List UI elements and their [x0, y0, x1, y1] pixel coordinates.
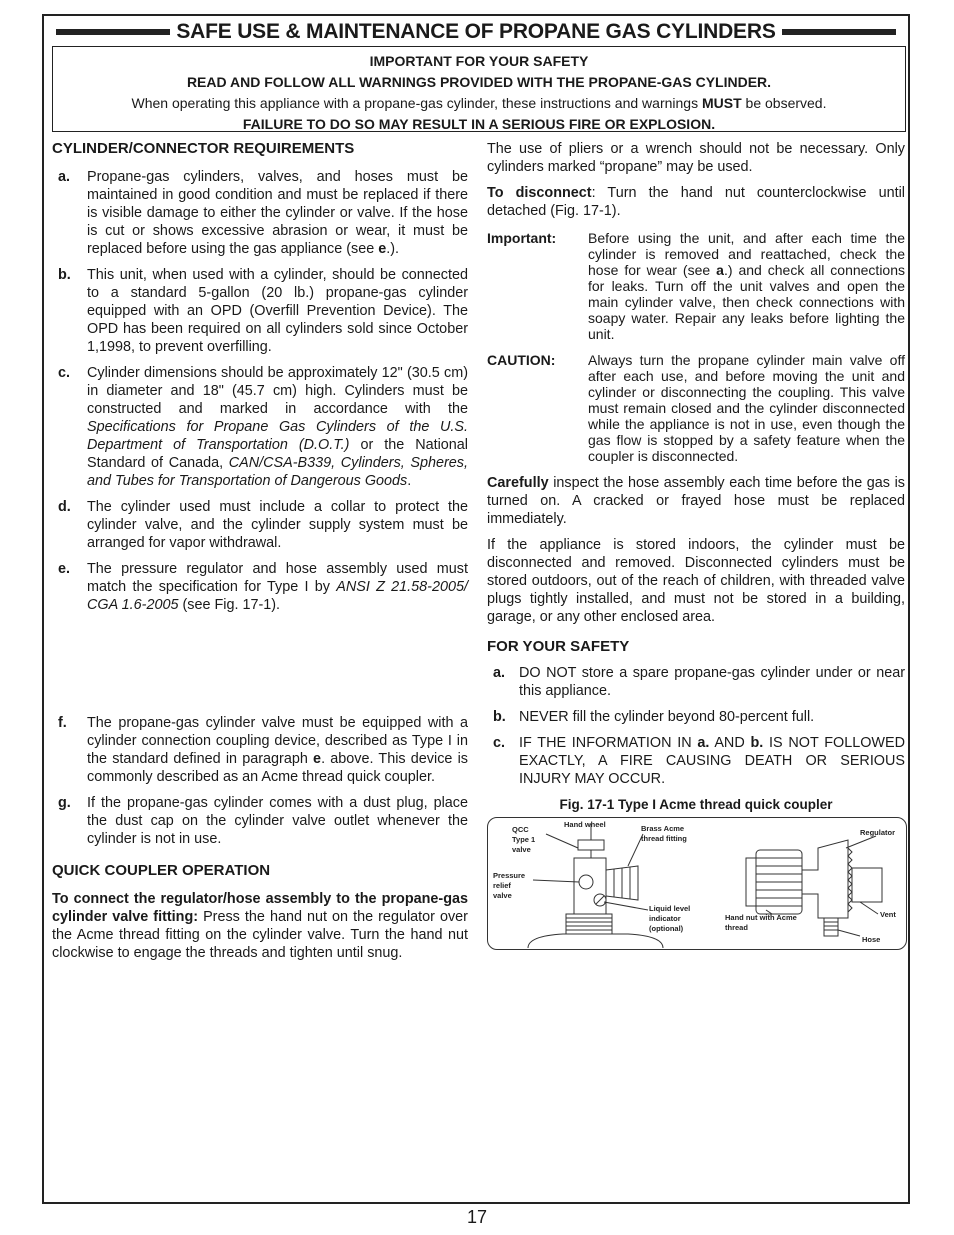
coupler-diagram	[488, 818, 908, 951]
for-your-safety-heading: FOR YOUR SAFETY	[487, 638, 630, 655]
valve-threads	[566, 914, 612, 934]
requirement-item: c. Cylinder dimensions should be approximately 12" (30.5 cm) in diameter and 18" (45.7 cm) high. Cylinders must be constructed and marked in accordance with the Specifications for Propane Gas Cylinders of the U.S. Department of Transportation (D.O.T.) or the National Standard of Canada, CAN/CSA-B339, Cylinders, Spheres, and Tubes for Transportation of Dangerous Goods.	[58, 365, 469, 489]
requirement-item: f. The propane-gas cylinder valve must be equipped with a cylinder connection coupling device, described as Type I in the standard defined in paragraph e. above. This device is commonly described as an Acme thread quick coupler.	[58, 715, 468, 785]
label-hand-nut-2: thread	[725, 923, 748, 932]
page-title-row	[56, 16, 896, 48]
title-rule-left	[56, 29, 170, 35]
requirement-item: e. The pressure regulator and hose assembly used must match the specification for Type I by ANSI Z 21.58-2005/ CGA 1.6-2005 (see Fig. 17-1).	[58, 561, 468, 613]
label-pressure-3: valve	[493, 891, 512, 900]
label-hand-wheel: Hand wheel	[564, 820, 606, 829]
safety-item: c. IF THE INFORMATION IN a. AND b. IS NOT FOLLOWED EXACTLY, A FIRE CAUSING DEATH OR SERIOUS INJURY MAY OCCUR.	[493, 735, 905, 787]
important-note: Important: Before using the unit, and after each time the cylinder is removed and reattached, check the hose for wear (see a.) and check all connections for leaks. Turn off the unit valves and open the main cylinder valve, then check connections with soapy water. Repair any leaks before lighting the unit.	[487, 230, 905, 342]
storage-paragraph: If the appliance is stored indoors, the cylinder must be disconnected and removed. Disconnected cylinders must be stored outdoors, out of the reach of children, with threaded valve plugs tightly installed, and must not be stored in a building, garage, or any other enclosed area.	[487, 537, 905, 625]
label-regulator: Regulator	[860, 828, 896, 837]
label-hand-nut-1: Hand nut with Acme	[725, 913, 797, 922]
label-vent: Vent	[880, 910, 896, 919]
requirement-item: b. This unit, when used with a cylinder, should be connected to a standard 5-gallon (20 lb.) propane-gas cylinder equipped with an OPD (Overfill Prevention Device). The OPD has been required on all cylinders sold since October 1,1998, to prevent overfilling.	[58, 267, 468, 355]
warning-line-3: When operating this appliance with a propane-gas cylinder, these instructions and warnings MUST be observed.	[131, 95, 827, 111]
requirement-item: g. If the propane-gas cylinder comes with a dust plug, place the dust cap on the cylinder valve outlet whenever the cylinder is not in use.	[58, 795, 468, 847]
label-liquid-1: Liquid level	[649, 904, 691, 913]
regulator-spring	[848, 848, 852, 912]
label-hose: Hose	[862, 935, 881, 944]
disconnect-instructions: To disconnect: Turn the hand nut counterclockwise until detached (Fig. 17-1).	[487, 185, 906, 219]
warning-line-2: READ AND FOLLOW ALL WARNINGS PROVIDED WITH THE PROPANE-GAS CYLINDER.	[186, 74, 772, 90]
label-qcc-1: QCC	[512, 825, 529, 834]
page-number: 17	[466, 1207, 488, 1227]
pliers-note: The use of pliers or a wrench should not be necessary. Only cylinders marked “propane” may be used.	[487, 141, 905, 175]
vent-shape	[852, 868, 882, 902]
warning-line-1: IMPORTANT FOR YOUR SAFETY	[369, 53, 589, 69]
title-rule-right	[782, 29, 896, 35]
label-liquid-3: (optional)	[649, 924, 684, 933]
label-brass-2: thread fitting	[641, 834, 687, 843]
figure-caption: Fig. 17-1 Type I Acme thread quick coupler	[559, 797, 833, 812]
label-brass-1: Brass Acme	[641, 824, 685, 833]
coupler-figure	[487, 817, 907, 950]
label-pressure-1: Pressure	[493, 871, 526, 880]
right-column	[487, 140, 905, 950]
hose-fitting-shape	[824, 918, 838, 936]
regulator-body	[802, 840, 848, 918]
warning-line-4: FAILURE TO DO SO MAY RESULT IN A SERIOUS FIRE OR EXPLOSION.	[242, 116, 716, 132]
pressure-relief-shape	[579, 875, 593, 889]
inspect-hose-paragraph: Carefully inspect the hose assembly each time before the gas is turned on. A cracked or frayed hose must be replaced immediately.	[487, 475, 905, 527]
label-qcc-3: valve	[512, 845, 531, 854]
connect-instructions: To connect the regulator/hose assembly to the propane-gas cylinder valve fitting: Press the hand nut on the regulator over the Acme thread fitting on the cylinder valve. Turn the hand nut clockwise to engage the threads and tighten until snug.	[52, 891, 468, 961]
safety-item: b. NEVER fill the cylinder beyond 80-percent full.	[493, 709, 815, 725]
safety-warning-box	[52, 46, 906, 132]
caution-note: CAUTION: Always turn the propane cylinder main valve off after each use, and before moving the unit and cylinder or disconnecting the coupling. This valve must remain closed and the cylinder disconnected while the appliance is not in use, even though the gas flow is stopped by a safety feature when the coupler is disconnected.	[487, 352, 905, 464]
page-title: SAFE USE & MAINTENANCE OF PROPANE GAS CYLINDERS	[176, 20, 776, 43]
label-liquid-2: indicator	[649, 914, 681, 923]
safety-item: a. DO NOT store a spare propane-gas cylinder under or near this appliance.	[493, 665, 905, 699]
hand-wheel-shape	[578, 840, 604, 850]
cylinder-top-shape	[528, 934, 663, 948]
label-qcc-2: Type 1	[512, 835, 536, 844]
label-pressure-2: relief	[493, 881, 511, 890]
quick-coupler-heading: QUICK COUPLER OPERATION	[52, 862, 271, 879]
requirement-item: a. Propane-gas cylinders, valves, and hoses must be maintained in good condition and must be replaced if there is visible damage to either the cylinder or valve. If the hose is cut or shows excessive abrasion or wear, it must be replaced before using the gas appliance (see e.).	[58, 169, 468, 257]
cylinder-requirements-heading: CYLINDER/CONNECTOR REQUIREMENTS	[52, 140, 355, 157]
requirement-item: d. The cylinder used must include a collar to protect the cylinder valve, and the cylinder supply system must be arranged for vapor withdrawal.	[58, 499, 468, 551]
left-column	[52, 140, 468, 970]
